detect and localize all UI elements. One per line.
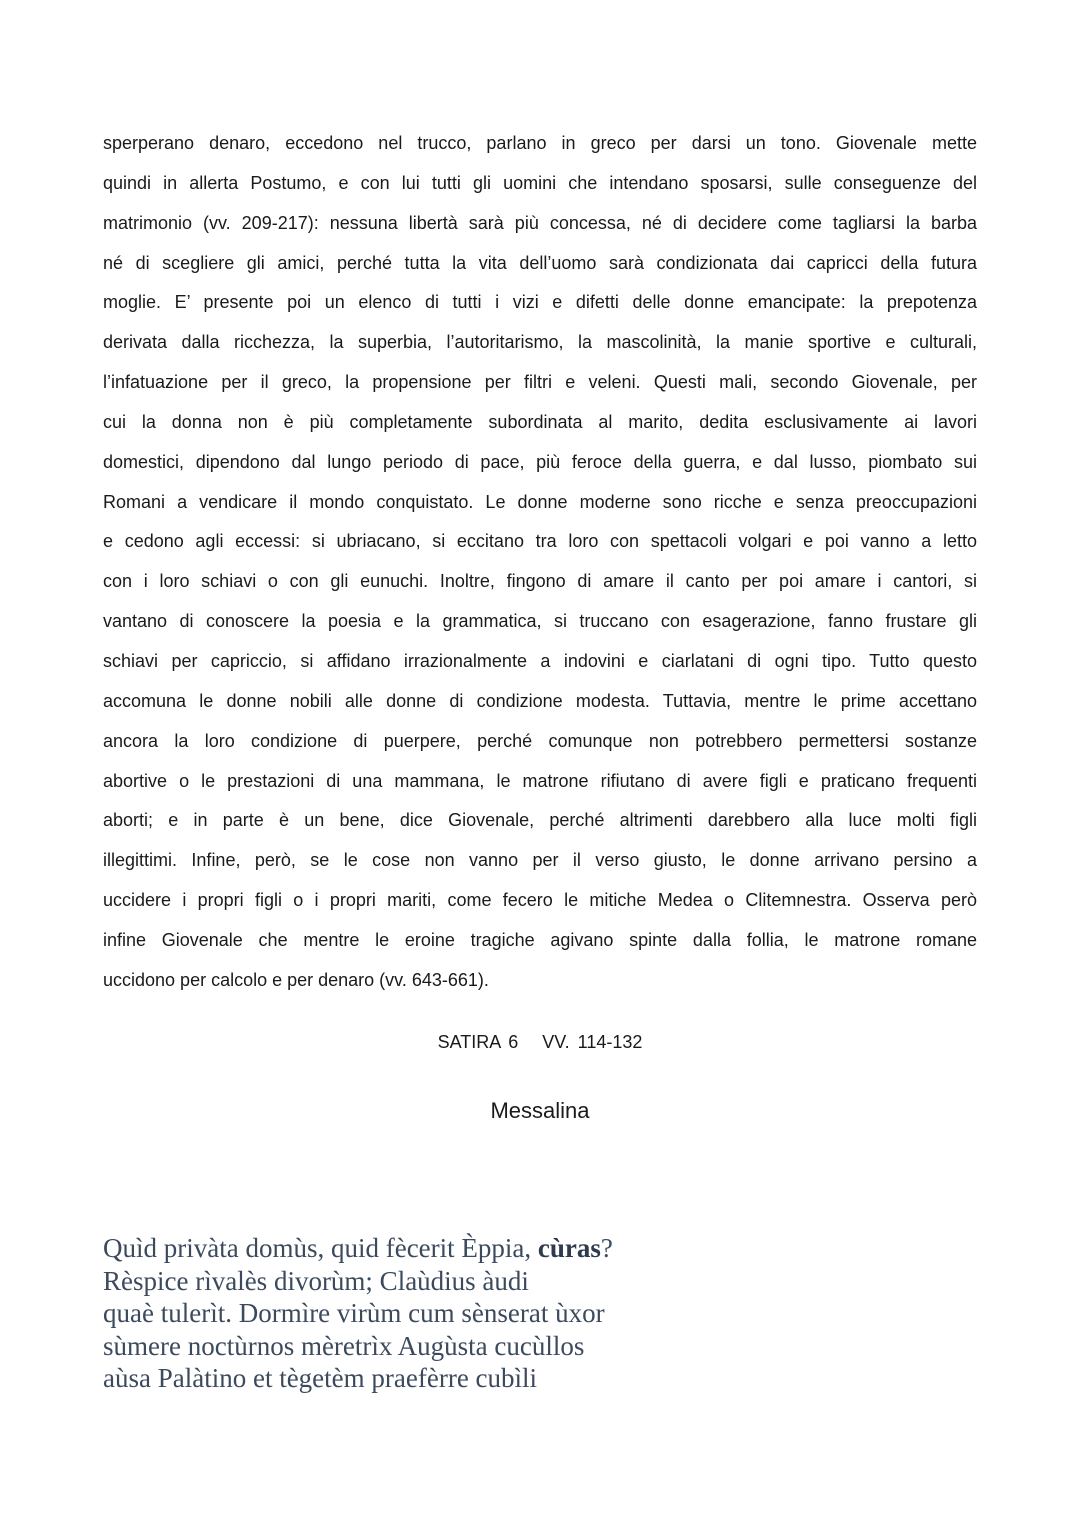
prose-line: vantano di conoscere la poesia e la grammatica, si truccano con esagerazione, fanno frustare gli: [103, 611, 977, 632]
prose-line: sperperano denaro, eccedono nel trucco, parlano in greco per darsi un tono. Giovenale mette: [103, 133, 977, 153]
prose-paragraph: [103, 124, 977, 1001]
latin-verse-line: aùsa Palàtino et tègetèm praefèrre cubìli: [103, 1363, 538, 1393]
latin-verse-text: ?: [600, 1233, 613, 1263]
prose-line: uccidono per calcolo e per denaro (vv. 643-661).: [103, 969, 489, 990]
prose-line: illegittimi. Infine, però, se le cose non vanno per il verso giusto, le donne arrivano persino a: [103, 850, 977, 871]
prose-line: Romani a vendicare il mondo conquistato. Le donne moderne sono ricche e senza preoccupazioni: [103, 491, 977, 512]
prose-line: cui la donna non è più completamente subordinata al marito, dedita esclusivamente ai lavori: [103, 411, 977, 432]
prose-line: quindi in allerta Postumo, e con lui tutti gli uomini che intendano sposarsi, sulle conseguenze del: [103, 172, 977, 193]
latin-verse-line: sùmere noctùrnos mèretrìx Augùsta cucùllos: [103, 1330, 585, 1361]
prose-line: né di scegliere gli amici, perché tutta la vita dell’uomo sarà condizionata dai capricci della futura: [103, 252, 977, 273]
prose-line: matrimonio (vv. 209-217): nessuna libertà sarà più concessa, né di decidere come tagliarsi la barba: [103, 212, 977, 233]
prose-line: accomuna le donne nobili alle donne di condizione modesta. Tuttavia, mentre le prime accettano: [103, 690, 977, 711]
prose-line: moglie. E’ presente poi un elenco di tutti i vizi e difetti delle donne emancipate: la prepotenza: [103, 292, 977, 313]
latin-verse-block: [103, 1232, 803, 1395]
prose-line: con i loro schiavi o con gli eunuchi. Inoltre, fingono di amare il canto per poi amare i cantori, si: [103, 571, 977, 592]
prose-line: derivata dalla ricchezza, la superbia, l’autoritarismo, la mascolinità, la manie sportive e culturali,: [103, 332, 977, 353]
prose-line: infine Giovenale che mentre le eroine tragiche agivano spinte dalla follia, le matrone romane: [103, 929, 977, 950]
latin-verse-line: quaè tulerìt. Dormìre virùm cum sènserat ùxor: [103, 1298, 605, 1328]
latin-verse-line: [103, 1232, 803, 1265]
section-reference: SATIRA 6 VV. 114-132: [437, 1032, 643, 1052]
prose-line: l’infatuazione per il greco, la propensione per filtri e veleni. Questi mali, secondo Giovenale, per: [103, 372, 977, 393]
prose-line: aborti; e in parte è un bene, dice Giovenale, perché altrimenti darebbero alla luce molti figli: [103, 810, 977, 831]
latin-verse-text: Quìd privàta domùs, quid fècerit Èppia,: [103, 1233, 538, 1263]
prose-line: domestici, dipendono dal lungo periodo di pace, più feroce della guerra, e dal lusso, piombato sui: [103, 451, 977, 472]
prose-line: ancora la loro condizione di puerpere, perché comunque non potrebbero permettersi sostanze: [103, 730, 977, 751]
prose-line: schiavi per capriccio, si affidano irrazionalmente a indovini e ciarlatani di ogni tipo. Tutto questo: [103, 650, 977, 671]
latin-verse-line: Rèspice rìvalès divorùm; Claùdius àudi: [103, 1265, 529, 1296]
section-title: Messalina: [490, 1098, 590, 1123]
prose-line: e cedono agli eccessi: si ubriacano, si eccitano tra loro con spettacoli volgari e poi vanno a letto: [103, 531, 977, 552]
prose-line: uccidere i propri figli o i propri mariti, come fecero le mitiche Medea o Clitemnestra. Osserva però: [103, 890, 977, 911]
latin-verse-emphasis: cùras: [537, 1233, 601, 1263]
prose-line: abortive o le prestazioni di una mammana, le matrone rifiutano di avere figli e praticano frequenti: [103, 770, 977, 791]
